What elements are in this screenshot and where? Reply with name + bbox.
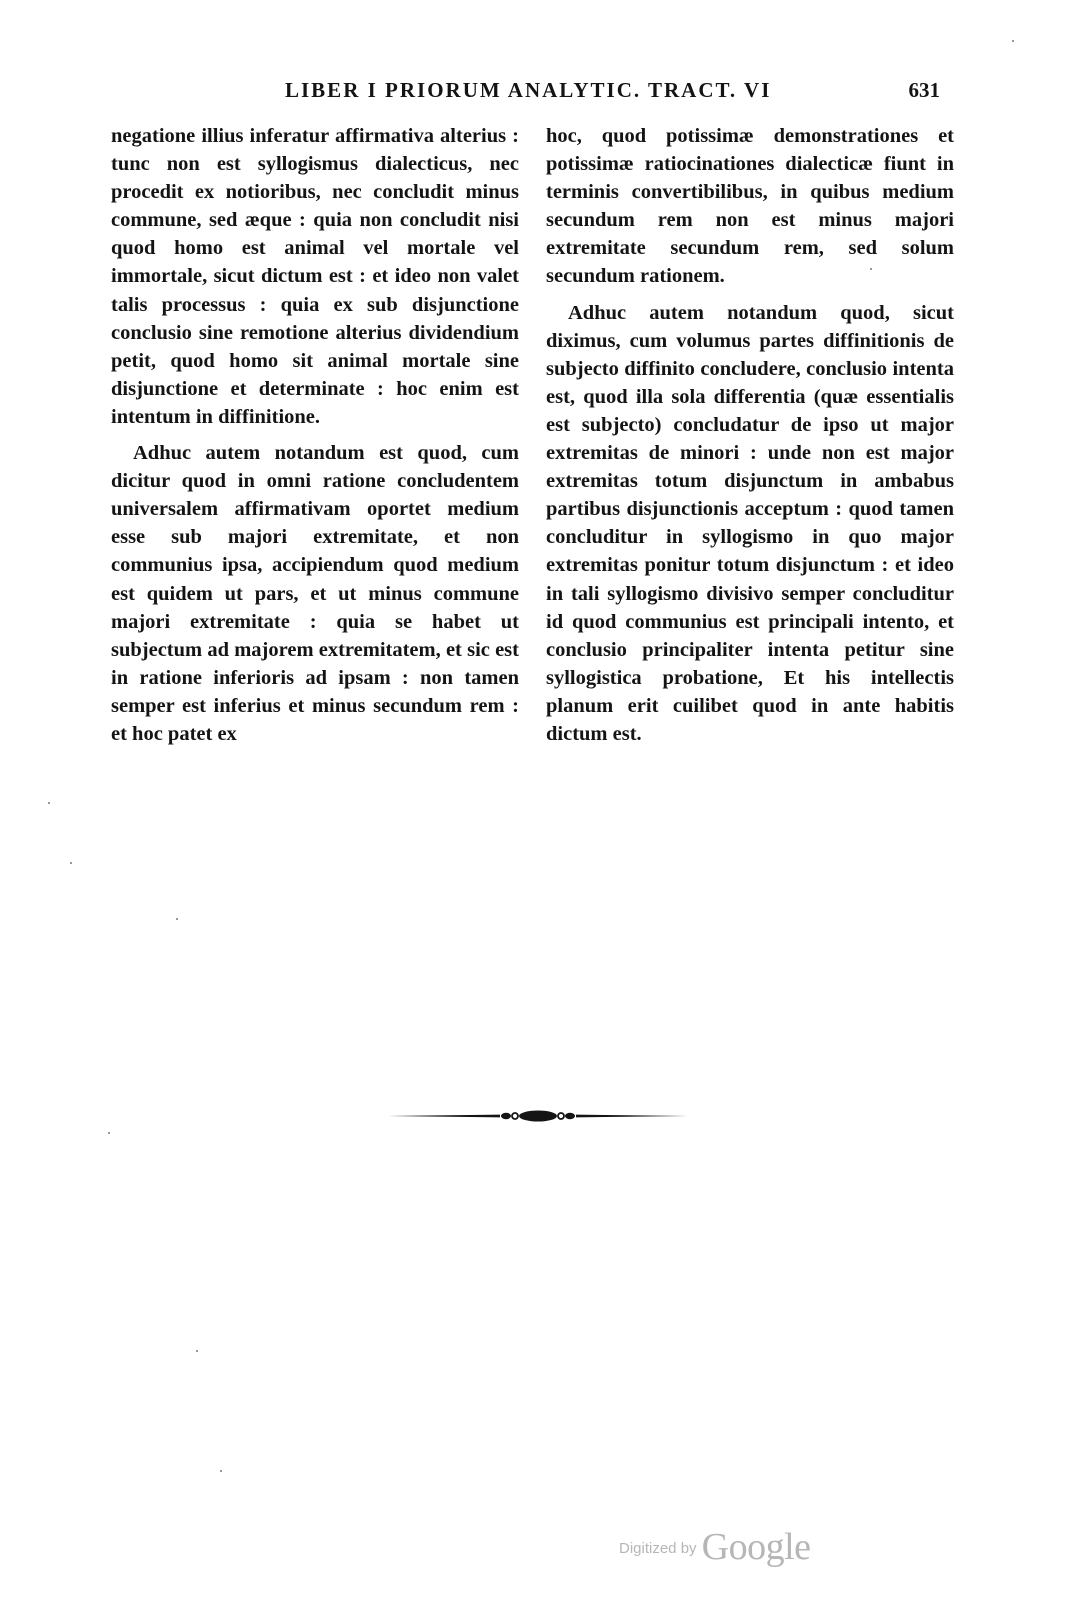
ornament-right-bead — [565, 1113, 575, 1119]
left-paragraph-2: Adhuc autem notandum est quod, cum dicitur quod in omni ratione concludentem universalem affirmativam oportet medium esse sub majori extremitate, et non communius ipsa, accipiendum quod medium est quidem ut pars, et ut minus commune majori extremitate : quia se habet ut subjectum ad majorem extremitatem, et sic est in ratione inferioris ad ipsam : non tamen semper est inferius et minus secundum rem : et hoc patet ex — [111, 442, 519, 745]
left-paragraph-1: negatione illius inferatur affirmativa alterius : tunc non est syllogismus dialecticus, nec procedit ex notioribus, nec concludit minus commune, sed æque : quia non concludit nisi quod homo est animal vel mortale vel immortale, sicut dictum est : et ideo non valet talis processus : quia ex sub disjunctione conclusio sine remotione alterius dividendium petit, quod homo sit animal mortale sine disjunctione et determinate : hoc enim est intentum in diffinitione. — [111, 125, 519, 428]
scan-speck — [870, 268, 872, 270]
ornament-right-line — [576, 1115, 688, 1118]
google-logo: Google — [701, 1526, 811, 1568]
left-column — [111, 122, 519, 748]
scan-speck — [108, 1132, 110, 1134]
right-column — [546, 122, 954, 748]
running-head — [110, 78, 940, 108]
scan-speck — [1012, 40, 1014, 42]
ornament-center — [519, 1111, 557, 1122]
ornament-right-ring — [558, 1113, 564, 1119]
ornament-left-ring — [512, 1113, 518, 1119]
digitized-watermark — [619, 1525, 811, 1569]
right-paragraph-1: hoc, quod potissimæ demonstrationes et potissimæ ratiocinationes dialecticæ fiunt in terminis convertibilibus, in quibus medium secundum rem non est minus majori extremitate secundum rem, sed solum secundum rationem. — [546, 125, 954, 288]
ornament-left-bead — [501, 1113, 511, 1119]
scan-speck — [196, 1350, 198, 1352]
scan-speck — [220, 1470, 222, 1472]
ornament-divider — [388, 1106, 688, 1126]
ornament-left-line — [388, 1115, 500, 1118]
digitized-by-label: Digitized by — [619, 1540, 697, 1557]
scan-speck — [70, 862, 72, 864]
scan-speck — [176, 918, 178, 920]
running-title: LIBER I PRIORUM ANALYTIC. TRACT. VI — [285, 78, 772, 102]
page-number: 631 — [908, 78, 940, 102]
scan-speck — [48, 802, 50, 804]
right-paragraph-2: Adhuc autem notandum quod, sicut diximus, cum volumus partes diffinitionis de subjecto diffinito concludere, conclusio intenta est, quod illa sola differentia (quæ essentialis est subjecto) concludatur de ipso ut major extremitas de minori : unde non est major extremitas totum disjunctum in ambabus partibus disjunctionis acceptum : quod tamen concluditur in syllogismo in quo major extremitas ponitur totum disjunctum : et ideo in tali syllogismo divisivo semper concluditur id quod communius est principali intento, et conclusio principaliter intenta petitur sine syllogistica probatione, Et his intellectis planum erit cuilibet quod in ante habitis dictum est. — [546, 301, 954, 745]
